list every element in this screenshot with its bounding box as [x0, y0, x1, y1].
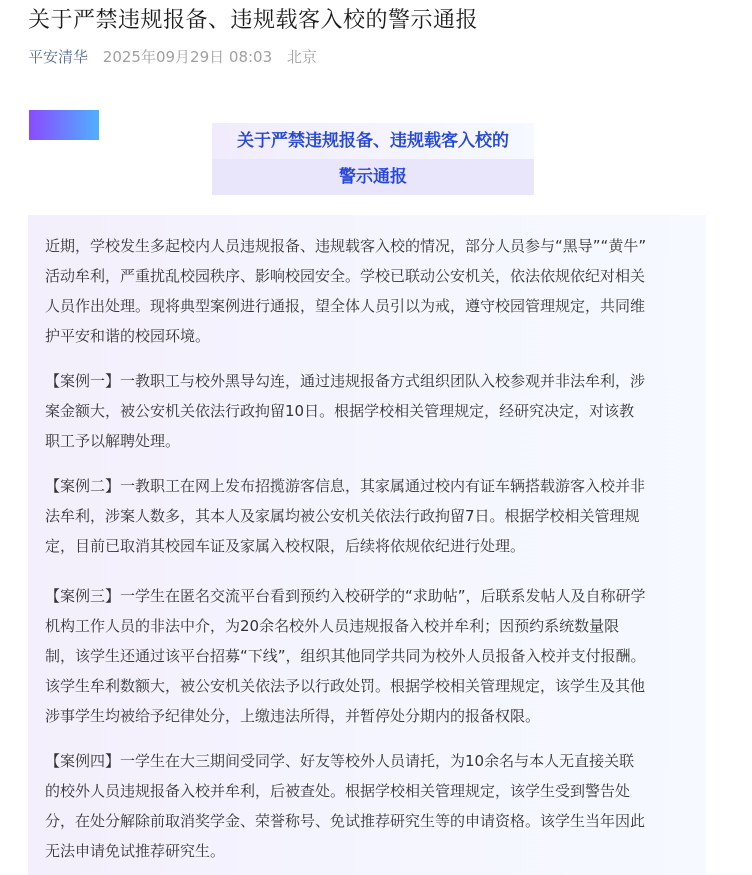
case-2-paragraph	[45, 471, 695, 561]
banner-line-1: 关于严禁违规报备、违规载客入校的	[212, 123, 534, 159]
case-3-paragraph	[45, 581, 695, 731]
publish-date: 2025年09月29日 08:03	[102, 48, 273, 66]
account-name-link[interactable]: 平安清华	[28, 48, 89, 66]
text-line: 【案例二】一教职工在网上发布招揽游客信息，其家属通过校内有证车辆搭载游客入校并非	[45, 477, 646, 495]
publish-location: 北京	[286, 48, 317, 66]
text-line: 的校外人员违规报备入校并牟利，后被查处。根据学校相关管理规定，该学生受到警告处	[45, 782, 631, 800]
text-line: 人员作出处理。现将典型案例进行通报，望全体人员引以为戒，遵守校园管理规定，共同维	[45, 297, 646, 315]
text-line: 无法申请免试推荐研究生。	[45, 842, 226, 860]
article-title: 关于严禁违规报备、违规载客入校的警示通报	[28, 8, 479, 33]
text-line: 【案例一】一教职工与校外黑导勾连，通过违规报备方式组织团队入校参观并非法牟利，涉	[45, 372, 646, 390]
text-line: 【案例四】一学生在大三期间受同学、好友等校外人员请托，为10余名与本人无直接关联	[45, 752, 635, 770]
text-line: 定，目前已取消其校园车证及家属入校权限，后续将依规依纪进行处理。	[45, 537, 526, 555]
text-line: 护平安和谐的校园环境。	[45, 327, 211, 345]
text-line: 制，该学生还通过该平台招募“下线”，组织其他同学共同为校外人员报备入校并支付报酬。	[45, 647, 646, 665]
text-line: 活动牟利，严重扰乱校园秩序、影响校园安全。学校已联动公安机关，依法依规依纪对相关	[45, 267, 646, 285]
text-line: 案金额大，被公安机关依法行政拘留10日。根据学校相关管理规定，经研究决定，对该教	[45, 402, 635, 420]
text-line: 近期，学校发生多起校内人员违规报备、违规载客入校的情况，部分人员参与“黑导”“黄牛”	[45, 237, 647, 255]
gradient-decoration	[29, 110, 99, 140]
text-line: 【案例三】一学生在匿名交流平台看到预约入校研学的“求助帖”，后联系发帖人及自称研学	[45, 587, 646, 605]
title-banner	[212, 123, 534, 195]
intro-paragraph	[45, 231, 695, 351]
case-1-paragraph	[45, 366, 695, 456]
banner-line-2: 警示通报	[212, 159, 534, 195]
text-line: 涉事学生均被给予纪律处分，上缴违法所得，并暂停处分期内的报备权限。	[45, 707, 541, 725]
text-line: 法牟利，涉案人数多，其本人及家属均被公安机关依法行政拘留7日。根据学校相关管理规	[45, 507, 640, 525]
text-line: 职工予以解聘处理。	[45, 432, 181, 450]
content-box	[28, 215, 706, 875]
text-line: 该学生牟利数额大，被公安机关依法予以行政处罚。根据学校相关管理规定，该学生及其他	[45, 677, 646, 695]
case-4-paragraph	[45, 746, 695, 866]
article-meta	[28, 46, 317, 68]
text-line: 机构工作人员的非法中介，为20余名校外人员违规报备入校并牟利；因预约系统数量限	[45, 617, 620, 635]
text-line: 分，在处分解除前取消奖学金、荣誉称号、免试推荐研究生等的申请资格。该学生当年因此	[45, 812, 646, 830]
